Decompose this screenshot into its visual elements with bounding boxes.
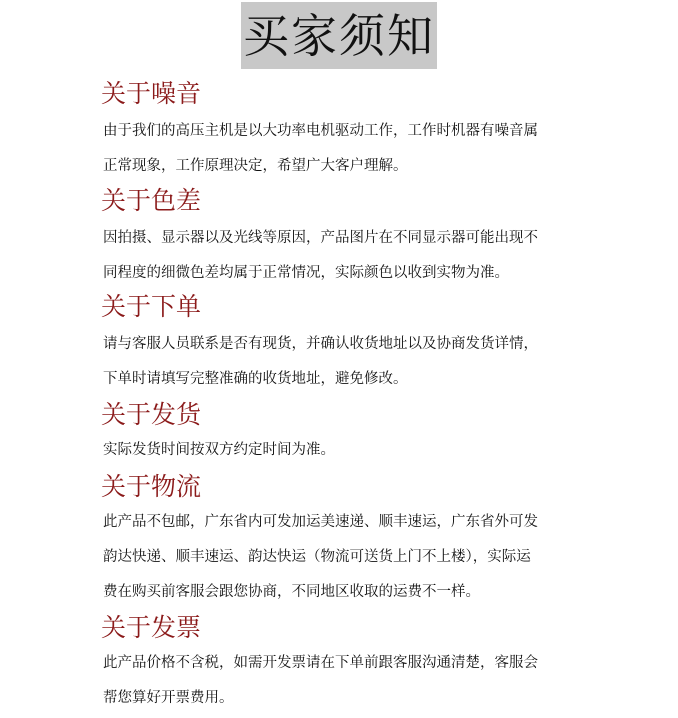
paragraph-line: 同程度的细微色差均属于正常情况，实际颜色以收到实物为准。 [103, 265, 509, 281]
paragraph-invoice [103, 646, 603, 716]
paragraph-line: 此产品不包邮，广东省内可发加运美速递、顺丰速运，广东省外可发 [103, 514, 538, 530]
heading-noise: 关于噪音 [101, 79, 202, 108]
paragraph-line: 请与客服人员联系是否有现货，并确认收货地址以及协商发货详情， [103, 336, 538, 352]
paragraph-shipping [103, 433, 603, 468]
title-banner [241, 2, 437, 69]
heading-invoice: 关于发票 [101, 613, 202, 642]
paragraph-line: 费在购买前客服会跟您协商，不同地区收取的运费不一样。 [103, 584, 480, 600]
paragraph-logistics [103, 505, 603, 610]
page-title: 买家须知 [243, 8, 435, 63]
paragraph-ordering [103, 327, 603, 397]
paragraph-line: 下单时请填写完整准确的收货地址，避免修改。 [103, 371, 408, 387]
paragraph-line: 韵达快递、顺丰速运、韵达快运（物流可送货上门不上楼），实际运 [103, 549, 531, 565]
paragraph-color-difference [103, 221, 603, 291]
paragraph-line: 此产品价格不含税，如需开发票请在下单前跟客服沟通清楚，客服会 [103, 655, 538, 671]
paragraph-line: 正常现象，工作原理决定，希望广大客户理解。 [103, 158, 408, 174]
paragraph-line: 帮您算好开票费用。 [103, 690, 234, 706]
heading-logistics: 关于物流 [101, 472, 202, 501]
paragraph-line: 因拍摄、显示器以及光线等原因，产品图片在不同显示器可能出现不 [103, 230, 538, 246]
paragraph-line: 实际发货时间按双方约定时间为准。 [103, 442, 335, 458]
heading-ordering: 关于下单 [101, 292, 202, 321]
heading-shipping: 关于发货 [101, 400, 202, 429]
heading-color-difference: 关于色差 [101, 186, 202, 215]
paragraph-noise [103, 114, 603, 184]
paragraph-line: 由于我们的高压主机是以大功率电机驱动工作，工作时机器有噪音属 [103, 123, 538, 139]
